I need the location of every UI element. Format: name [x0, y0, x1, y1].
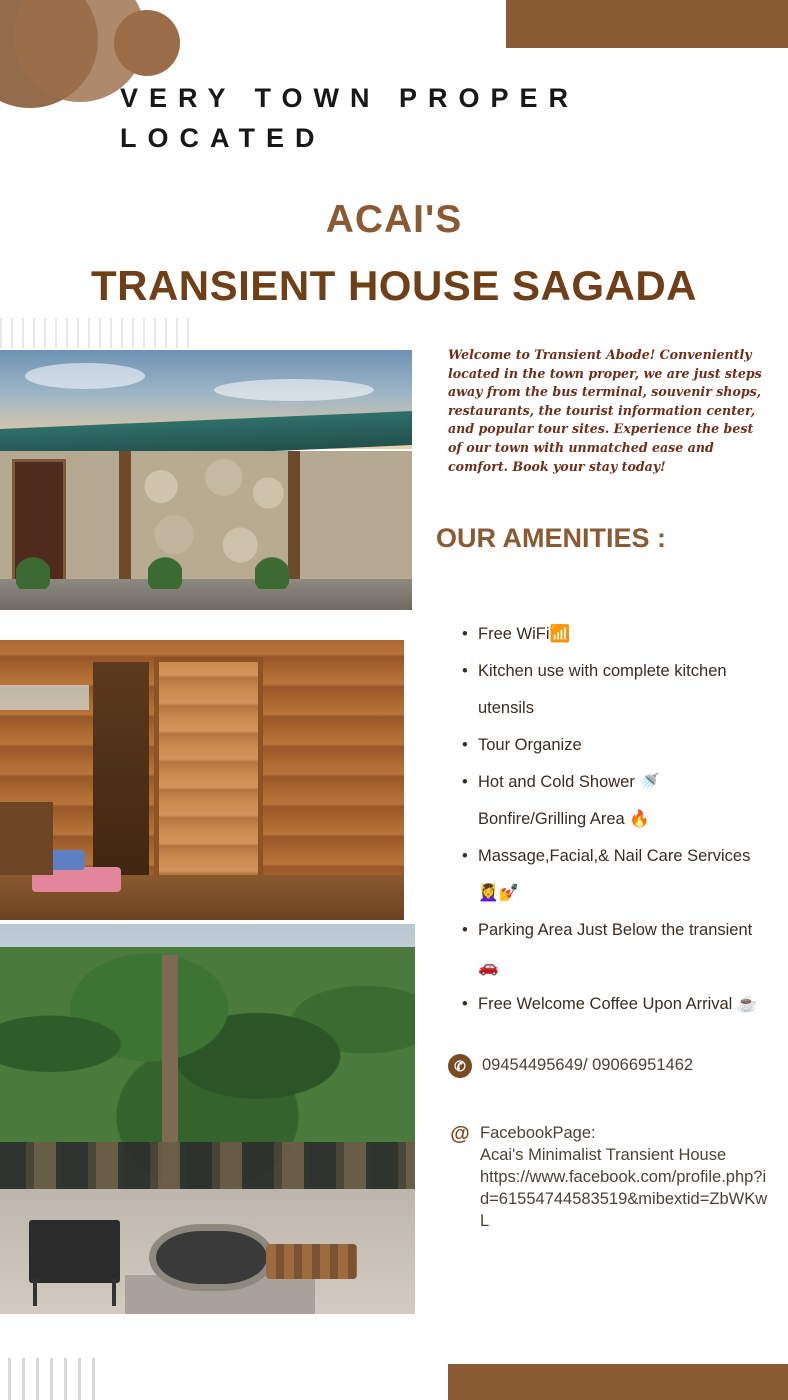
- contact-facebook: [448, 1122, 768, 1232]
- facebook-label: FacebookPage:: [480, 1124, 596, 1142]
- photo2-window-light: [0, 685, 89, 710]
- list-item: • Free Welcome Coffee Upon Arrival ☕: [462, 986, 762, 1023]
- phone-icon: ✆: [448, 1054, 472, 1078]
- welcome-paragraph: Welcome to Transient Abode! Conveniently located in the town proper, we are just steps away from the bus terminal, souvenir shops, restaurants, the tourist information center, and popular tour sites. Experience the best of our town with unmatched ease and comfort. Book your stay today!: [448, 347, 762, 474]
- facebook-block: [480, 1122, 768, 1232]
- amenities-heading: OUR AMENITIES :: [436, 523, 667, 553]
- list-item: • Massage,Facial,& Nail Care Services 💆‍♀️💅: [462, 838, 762, 912]
- decor-top-bar: [506, 0, 788, 48]
- phone-numbers: 09454495649/ 09066951462: [482, 1056, 694, 1074]
- photo1-plant: [255, 545, 289, 589]
- decor-hatch-left: [0, 318, 196, 348]
- photo1-plant: [16, 545, 50, 589]
- list-item: • Parking Area Just Below the transient 🚗: [462, 912, 762, 986]
- facebook-url[interactable]: https://www.facebook.com/profile.php?id=61554744583519&mibextid=ZbWKwL: [480, 1168, 768, 1230]
- photo1-post: [119, 451, 131, 586]
- list-item: • Free WiFi📶: [462, 616, 762, 653]
- at-icon: @: [450, 1123, 470, 1145]
- list-item: • Hot and Cold Shower 🚿 Bonfire/Grilling Area 🔥: [462, 764, 762, 838]
- photo3-grill: [29, 1220, 120, 1282]
- kicker-text: VERY TOWN PROPER LOCATED: [120, 83, 580, 153]
- photo3-grill-legs: [33, 1279, 116, 1306]
- photo1-cloud: [214, 379, 374, 401]
- photo1-ground: [0, 579, 412, 610]
- decor-hatch-bottom: [8, 1358, 104, 1400]
- page-title: TRANSIENT HOUSE SAGADA: [90, 262, 698, 309]
- list-item: • Tour Organize: [462, 727, 762, 764]
- photo2-chair: [0, 802, 53, 875]
- photo2-wood-door: [154, 657, 263, 898]
- amenities-list: [462, 616, 762, 1023]
- photo-garden-bonfire: [0, 924, 415, 1314]
- decor-circle-right: [114, 10, 180, 76]
- photo3-firewood: [266, 1244, 357, 1279]
- list-item: • Kitchen use with complete kitchen utensils: [462, 653, 762, 727]
- title-subtitle: ACAI'S: [325, 198, 463, 241]
- photo2-doorway: [93, 662, 150, 886]
- photo3-fire-pit: [149, 1224, 274, 1290]
- photo1-post: [288, 451, 300, 586]
- decor-bottom-bar: [448, 1364, 788, 1400]
- facebook-page-name: Acai's Minimalist Transient House: [480, 1146, 727, 1164]
- contact-phone: [448, 1054, 768, 1078]
- photo1-plant: [148, 545, 182, 589]
- photo1-cloud: [25, 363, 145, 389]
- photo-house-exterior: [0, 350, 412, 610]
- photo-wooden-interior: [0, 640, 404, 920]
